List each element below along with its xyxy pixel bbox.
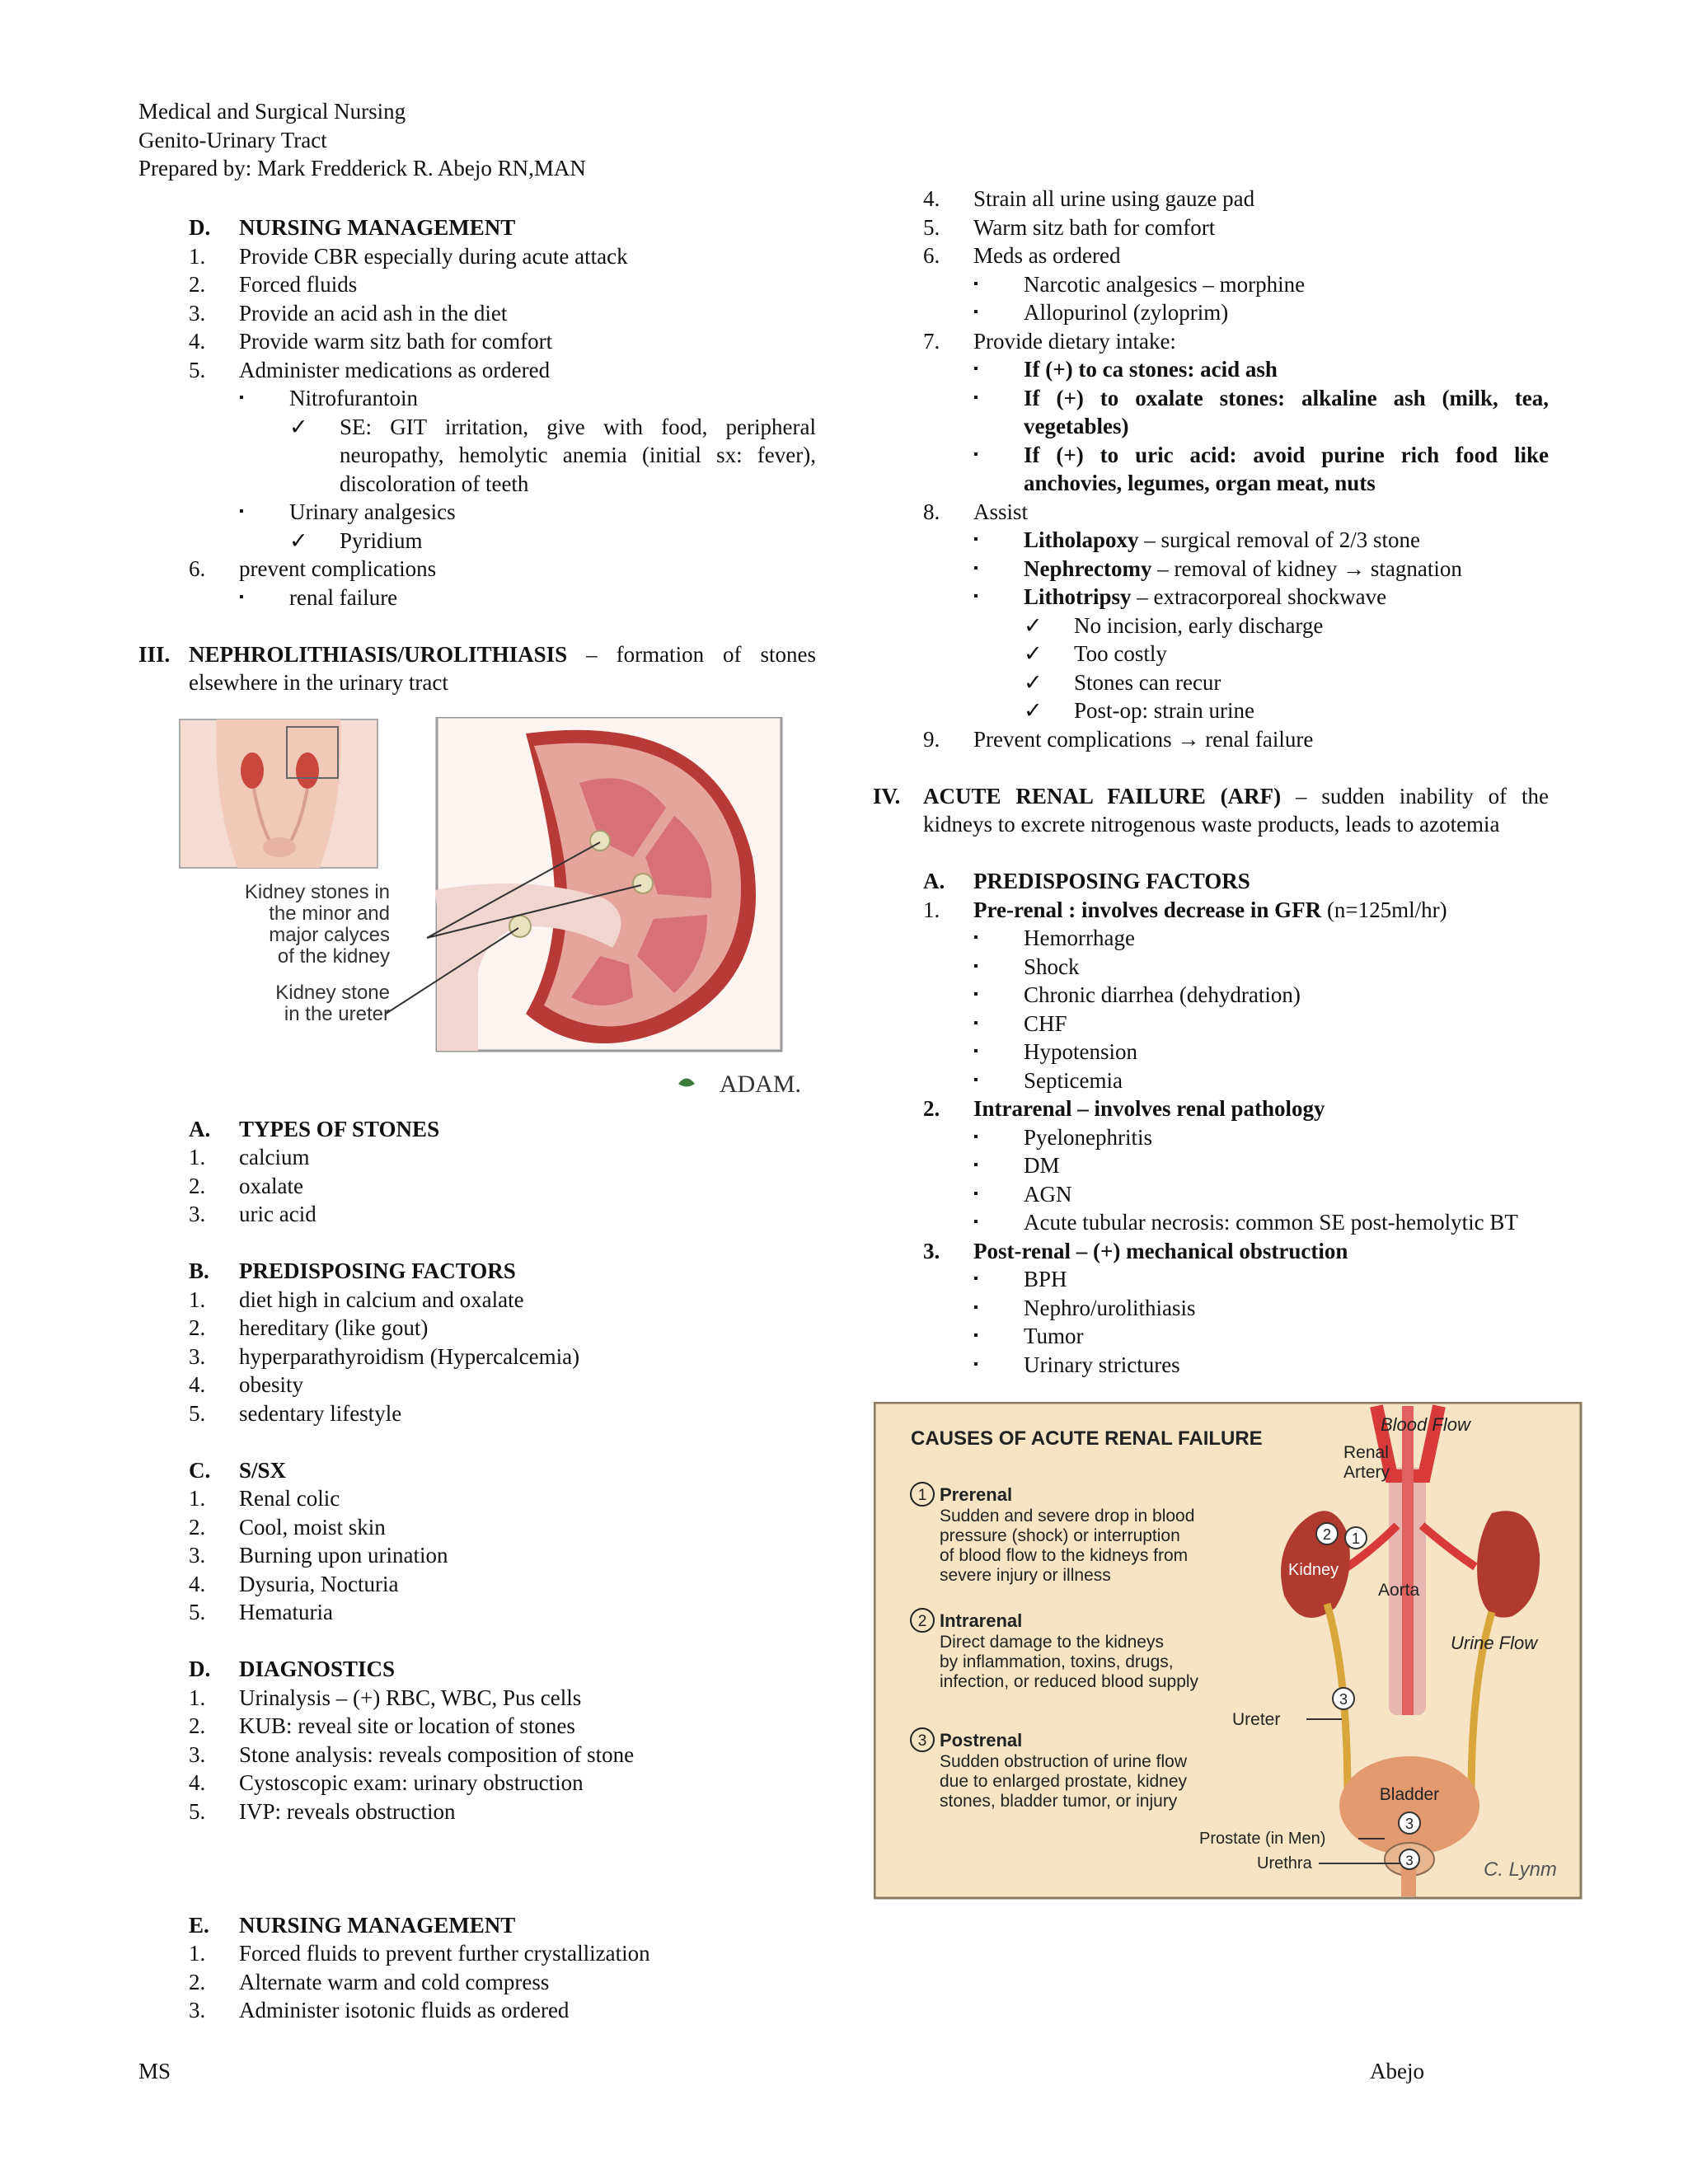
square-bullet-icon: ▪ (239, 391, 244, 405)
list-item: 7. Provide dietary intake: (923, 328, 1176, 354)
blood-flow-label: Blood Flow (1381, 1414, 1470, 1435)
prerenal-title: Prerenal (940, 1484, 1013, 1505)
square-bullet-icon: ▪ (973, 1186, 978, 1201)
square-bullet-icon: ▪ (973, 1129, 978, 1144)
bullet-item: ▪ Hemorrhage (873, 924, 1549, 953)
list-item: 1. Renal colic (189, 1486, 340, 1511)
list-item: 2. oxalate (189, 1173, 303, 1198)
left-column (138, 213, 816, 2025)
svg-text:of the kidney: of the kidney (277, 944, 390, 968)
check-icon: ✓ (289, 414, 308, 439)
check-item: ✓ Too costly (873, 640, 1549, 668)
check-icon: ✓ (1024, 612, 1043, 638)
svg-text:3: 3 (1404, 1816, 1414, 1832)
list-item: 2. Alternate warm and cold compress (189, 1969, 550, 1994)
check-icon: ✓ (1024, 641, 1043, 666)
bullet-item: ▪ renal failure (138, 583, 816, 612)
right-column (873, 185, 1557, 1900)
bullet-item: ▪ Narcotic analgesics – morphine (873, 270, 1549, 299)
bullet-item: ▪ Litholapoxy – surgical removal of 2/3 stone (873, 526, 1549, 555)
list-item: 2. KUB: reveal site or location of stones (189, 1713, 575, 1738)
svg-text:of blood flow to the kidneys f: of blood flow to the kidneys from (940, 1546, 1189, 1565)
section-heading: D. NURSING MANAGEMENT (189, 215, 516, 240)
check-item: ✓ Pyridium (138, 527, 816, 555)
section-heading: A. PREDISPOSING FACTORS (923, 869, 1250, 893)
square-bullet-icon: ▪ (973, 589, 978, 603)
svg-text:Renal: Renal (1343, 1443, 1389, 1462)
svg-text:1: 1 (917, 1487, 927, 1504)
list-item: 2. Forced fluids (189, 272, 358, 297)
footer-right: Abejo (1370, 2059, 1424, 2083)
check-icon: ✓ (1024, 669, 1043, 695)
bullet-item: ▪ Chronic diarrhea (dehydration) (873, 981, 1549, 1010)
arf-causes-figure (874, 1402, 1582, 1900)
svg-text:3: 3 (917, 1732, 927, 1750)
bullet-item: ▪ Urinary strictures (873, 1351, 1549, 1380)
svg-text:3: 3 (1405, 1853, 1414, 1868)
square-bullet-icon: ▪ (973, 1158, 978, 1172)
diagram-title: CAUSES OF ACUTE RENAL FAILURE (911, 1427, 1263, 1450)
svg-text:Direct damage to the kidneys: Direct damage to the kidneys (940, 1633, 1164, 1652)
check-icon: ✓ (1024, 698, 1043, 723)
square-bullet-icon: ▪ (239, 504, 244, 518)
square-bullet-icon: ▪ (239, 589, 244, 604)
aorta-label: Aorta (1378, 1581, 1420, 1600)
list-item: 3. Burning upon urination (189, 1543, 448, 1568)
bullet-item: ▪ If (+) to uric acid: avoid purine rich food like anchovies, legumes, organ meat, nuts (873, 441, 1549, 498)
list-item: 4. Strain all urine using gauze pad (923, 186, 1255, 211)
topic-title: Genito-Urinary Tract (138, 127, 327, 152)
svg-text:Sudden obstruction of urine fl: Sudden obstruction of urine flow (940, 1752, 1188, 1771)
roman-section-heading: III. NEPHROLITHIASIS/UROLITHIASIS – formation of stones elsewhere in the urinary tract (138, 641, 816, 695)
svg-text:Sudden and severe drop in bloo: Sudden and severe drop in blood (940, 1507, 1195, 1526)
svg-text:due to enlarged prostate, kidn: due to enlarged prostate, kidney (940, 1772, 1188, 1791)
author-line: Prepared by: Mark Fredderick R. Abejo RN,MAN (138, 156, 586, 180)
list-item: 5. Administer medications as ordered (189, 357, 551, 382)
bullet-item: ▪ Allopurinol (zyloprim) (873, 298, 1549, 327)
svg-text:1: 1 (1351, 1530, 1361, 1547)
footer-left: MS (138, 2059, 171, 2083)
kidney-illustration (138, 717, 816, 1109)
urine-flow-label: Urine Flow (1451, 1633, 1538, 1653)
square-bullet-icon: ▪ (973, 930, 978, 944)
square-bullet-icon: ▪ (973, 390, 978, 405)
square-bullet-icon: ▪ (973, 305, 978, 319)
list-item: 2. Cool, moist skin (189, 1514, 386, 1540)
bullet-item: ▪ Nephro/urolithiasis (873, 1294, 1549, 1323)
bullet-item: ▪ Septicemia (873, 1066, 1549, 1095)
bullet-item: ▪ Tumor (873, 1322, 1549, 1351)
square-bullet-icon: ▪ (973, 560, 978, 575)
square-bullet-icon: ▪ (973, 362, 978, 376)
section-heading: C. S/SX (189, 1457, 287, 1483)
list-item: 4. Dysuria, Nocturia (189, 1571, 399, 1596)
list-item: 1. Forced fluids to prevent further crystallization (189, 1941, 650, 1966)
bullet-item: ▪ Hypotension (873, 1038, 1549, 1066)
square-bullet-icon: ▪ (973, 1072, 978, 1087)
bullet-item: ▪ Nitrofurantoin (138, 384, 816, 413)
bullet-item: ▪ AGN (873, 1180, 1549, 1209)
bullet-item: ▪ Acute tubular necrosis: common SE post-hemolytic BT (873, 1208, 1549, 1237)
list-item: 3. Post-renal – (+) mechanical obstruction (923, 1238, 1348, 1263)
list-item: 6. Meds as ordered (923, 243, 1121, 268)
list-item: 3. Provide an acid ash in the diet (189, 300, 508, 326)
list-item: 4. Cystoscopic exam: urinary obstruction (189, 1770, 584, 1795)
prostate-label: Prostate (in Men) (1199, 1830, 1326, 1848)
square-bullet-icon: ▪ (973, 987, 978, 1001)
svg-text:Artery: Artery (1343, 1463, 1390, 1482)
bullet-item: ▪ If (+) to ca stones: acid ash (873, 355, 1549, 384)
square-bullet-icon: ▪ (973, 1215, 978, 1229)
caption-ureter: Kidney stone (275, 981, 390, 1004)
bullet-item: ▪ Nephrectomy – removal of kidney → stagnation (873, 555, 1549, 583)
svg-text:by inflammation, toxins, drugs: by inflammation, toxins, drugs, (940, 1652, 1174, 1671)
svg-text:the minor and: the minor and (269, 902, 390, 925)
square-bullet-icon: ▪ (973, 447, 978, 462)
list-item: 3. Administer isotonic fluids as ordered (189, 1998, 570, 2022)
bullet-item: ▪ If (+) to oxalate stones: alkaline ash (milk, tea, vegetables) (873, 384, 1549, 441)
square-bullet-icon: ▪ (973, 958, 978, 973)
section-heading: D. DIAGNOSTICS (189, 1657, 396, 1681)
square-bullet-icon: ▪ (973, 1300, 978, 1315)
square-bullet-icon: ▪ (973, 1357, 978, 1371)
svg-text:pressure (shock) or interrupti: pressure (shock) or interruption (940, 1526, 1180, 1545)
bullet-item: ▪ BPH (873, 1265, 1549, 1294)
list-item: 9. Prevent complications → renal failure (923, 726, 1314, 752)
list-item: 1. Pre-renal : involves decrease in GFR (n=125ml/hr) (923, 897, 1447, 922)
course-title: Medical and Surgical Nursing (138, 99, 406, 124)
square-bullet-icon: ▪ (973, 276, 978, 291)
svg-text:infection, or reduced blood su: infection, or reduced blood supply (940, 1672, 1199, 1691)
bullet-item: ▪ CHF (873, 1010, 1549, 1038)
list-item: 1. Provide CBR especially during acute attack (189, 243, 628, 269)
svg-text:major calyces: major calyces (269, 923, 390, 946)
list-item: 2. Intrarenal – involves renal pathology (923, 1096, 1325, 1121)
list-item: 5. sedentary lifestyle (189, 1400, 402, 1426)
svg-text:2: 2 (1322, 1526, 1332, 1543)
list-item: 1. calcium (189, 1145, 310, 1169)
bladder-label: Bladder (1379, 1785, 1440, 1804)
list-item: 5. IVP: reveals obstruction (189, 1798, 456, 1824)
roman-section-heading: IV. ACUTE RENAL FAILURE (ARF) – sudden inability of the kidneys to excrete nitrogenous waste products, leads to azotemia (873, 783, 1549, 837)
artist-signature: C. Lynm (1484, 1858, 1557, 1881)
list-item: 8. Assist (923, 499, 1029, 524)
document-header (138, 97, 586, 183)
section-heading: A. TYPES OF STONES (189, 1116, 440, 1141)
list-item: 3. hyperparathyroidism (Hypercalcemia) (189, 1343, 580, 1369)
check-item: ✓ Post-op: strain urine (873, 696, 1549, 725)
list-item: 4. obesity (189, 1372, 303, 1397)
square-bullet-icon: ▪ (973, 1015, 978, 1030)
square-bullet-icon: ▪ (973, 1044, 978, 1058)
arf-diagram (874, 1402, 1582, 1900)
section-heading: B. PREDISPOSING FACTORS (189, 1258, 516, 1283)
urethra-label: Urethra (1257, 1854, 1312, 1872)
list-item: 3. uric acid (189, 1202, 316, 1226)
check-icon: ✓ (289, 527, 308, 553)
bullet-item: ▪ DM (873, 1151, 1549, 1180)
bullet-item: ▪ Pyelonephritis (873, 1123, 1549, 1152)
list-item: 4. Provide warm sitz bath for comfort (189, 329, 553, 354)
list-item: 2. hereditary (like gout) (189, 1315, 429, 1340)
intrarenal-title: Intrarenal (940, 1610, 1023, 1631)
svg-text:2: 2 (917, 1613, 927, 1630)
adam-logo: ADAM. (719, 1070, 801, 1098)
postrenal-title: Postrenal (940, 1730, 1023, 1750)
list-item: 5. Warm sitz bath for comfort (923, 214, 1216, 240)
svg-text:severe injury or illness: severe injury or illness (940, 1566, 1111, 1585)
check-item: ✓ SE: GIT irritation, give with food, peripheral neuropathy, hemolytic anemia (initial sx: fever), discoloration of teeth (138, 413, 816, 499)
section-heading: E. NURSING MANAGEMENT (189, 1912, 516, 1938)
list-item: 1. Urinalysis – (+) RBC, WBC, Pus cells (189, 1685, 582, 1710)
ureter-label: Ureter (1232, 1710, 1281, 1729)
list-item: 1. diet high in calcium and oxalate (189, 1286, 524, 1312)
check-item: ✓ Stones can recur (873, 668, 1549, 697)
list-item: 5. Hematuria (189, 1600, 333, 1624)
square-bullet-icon: ▪ (973, 1329, 978, 1343)
list-item: 3. Stone analysis: reveals composition of stone (189, 1741, 635, 1767)
svg-text:in the ureter: in the ureter (284, 1002, 390, 1025)
bullet-item: ▪ Lithotripsy – extracorporeal shockwave (873, 583, 1549, 612)
square-bullet-icon: ▪ (973, 532, 978, 546)
svg-text:stones, bladder tumor, or inju: stones, bladder tumor, or injury (940, 1792, 1178, 1811)
caption-calyces: Kidney stones in (244, 880, 390, 903)
square-bullet-icon: ▪ (973, 1272, 978, 1286)
bullet-item: ▪ Urinary analgesics (138, 498, 816, 527)
kidney-stones-figure (138, 717, 816, 1109)
list-item: 6. prevent complications (189, 556, 437, 581)
bullet-item: ▪ Shock (873, 953, 1549, 982)
check-item: ✓ No incision, early discharge (873, 612, 1549, 640)
kidney-label: Kidney (1288, 1561, 1339, 1579)
svg-text:3: 3 (1339, 1691, 1348, 1708)
